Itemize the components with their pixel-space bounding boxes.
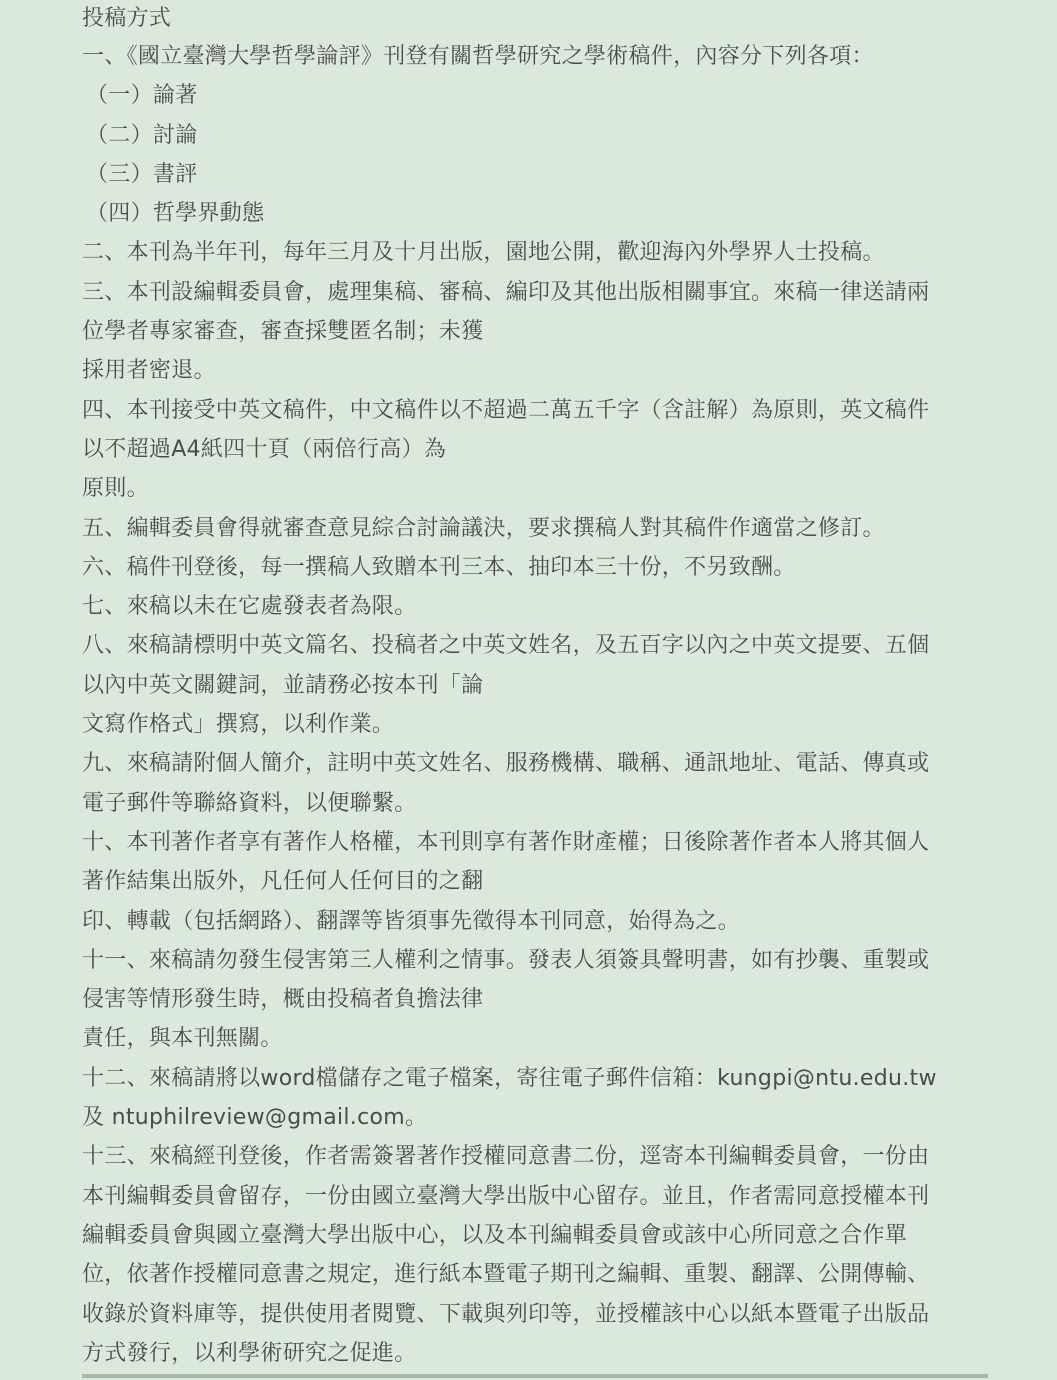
guideline-line-3c: 採用者密退。	[82, 358, 216, 384]
guideline-line-10b: 著作結集出版外，凡任何人任何目的之翻	[82, 869, 484, 895]
guideline-line-12b: 及 ntuphilreview@gmail.com。	[82, 1105, 428, 1131]
guideline-line-13c: 編輯委員會與國立臺灣大學出版中心，以及本刊編輯委員會或該中心所同意之合作單	[82, 1222, 908, 1248]
guideline-line-3a: 三、本刊設編輯委員會，處理集稿、審稿、編印及其他出版相關事宜。來稿一律送請兩	[82, 279, 930, 305]
guideline-line-10c: 印、轉載（包括網路）、翻譯等皆須事先徵得本刊同意，始得為之。	[82, 908, 741, 934]
guideline-line-10a: 十、本刊著作者享有著作人格權，本刊則享有著作財產權；日後除著作者本人將其個人	[82, 829, 930, 855]
guideline-line-4a: 四、本刊接受中英文稿件，中文稿件以不超過二萬五千字（含註解）為原則，英文稿件	[82, 397, 930, 423]
guideline-line-11c: 責任，與本刊無關。	[82, 1026, 283, 1052]
guideline-line-13f: 方式發行，以利學術研究之促進。	[82, 1340, 417, 1366]
category-item-3: （三）書評	[86, 161, 198, 187]
submission-guidelines	[82, 0, 1002, 1373]
bottom-divider	[82, 1374, 988, 1378]
guideline-line-13e: 收錄於資料庫等，提供使用者閱覽、下載與列印等，並授權該中心以紙本暨電子出版品	[82, 1301, 930, 1327]
guideline-line-3b: 位學者專家審查，審查採雙匿名制；未獲	[82, 319, 484, 345]
category-item-4: （四）哲學界動態	[86, 201, 265, 227]
guideline-line-11a: 十一、來稿請勿發生侵害第三人權利之情事。發表人須簽具聲明書，如有抄襲、重製或	[82, 947, 930, 973]
category-item-2: （二）討論	[86, 122, 198, 148]
guideline-line-2: 二、本刊為半年刊，每年三月及十月出版，園地公開，歡迎海內外學界人士投稿。	[82, 240, 885, 266]
guideline-line-4b: 以不超過A4紙四十頁（兩倍行高）為	[82, 436, 447, 462]
guideline-line-9a: 九、來稿請附個人簡介，註明中英文姓名、服務機構、職稱、通訊地址、電話、傳真或	[82, 751, 930, 777]
guideline-line-8b: 以內中英文關鍵詞，並請務必按本刊「論	[82, 672, 484, 698]
guideline-line-13d: 位，依著作授權同意書之規定，進行紙本暨電子期刊之編輯、重製、翻譯、公開傳輸、	[82, 1262, 930, 1288]
guideline-line-11b: 侵害等情形發生時，概由投稿者負擔法律	[82, 987, 484, 1013]
guideline-line-6: 六、稿件刊登後，每一撰稿人致贈本刊三本、抽印本三十份，不另致酬。	[82, 554, 796, 580]
guideline-line-9b: 電子郵件等聯絡資料，以便聯繫。	[82, 790, 417, 816]
guideline-line-13b: 本刊編輯委員會留存，一份由國立臺灣大學出版中心留存。並且，作者需同意授權本刊	[82, 1183, 930, 1209]
guideline-line-5: 五、編輯委員會得就審查意見綜合討論議決，要求撰稿人對其稿件作適當之修訂。	[82, 515, 885, 541]
guideline-line-7: 七、來稿以未在它處發表者為限。	[82, 594, 417, 620]
guideline-line-1: 一、《國立臺灣大學哲學論評》刊登有關哲學研究之學術稿件，內容分下列各項：	[82, 44, 874, 69]
guideline-line-8a: 八、來稿請標明中英文篇名、投稿者之中英文姓名，及五百字以內之中英文提要、五個	[82, 633, 930, 659]
guideline-line-13a: 十三、來稿經刊登後，作者需簽署著作授權同意書二份，逕寄本刊編輯委員會，一份由	[82, 1144, 930, 1170]
category-item-1: （一）論著	[86, 83, 198, 109]
guideline-line-8c: 文寫作格式」撰寫，以利作業。	[82, 712, 395, 738]
guideline-line-12a: 十二、來稿請將以word檔儲存之電子檔案，寄往電子郵件信箱：kungpi@ntu.edu.tw	[82, 1065, 937, 1091]
guideline-line-4c: 原則。	[82, 476, 149, 502]
section-heading: 投稿方式	[82, 6, 172, 31]
